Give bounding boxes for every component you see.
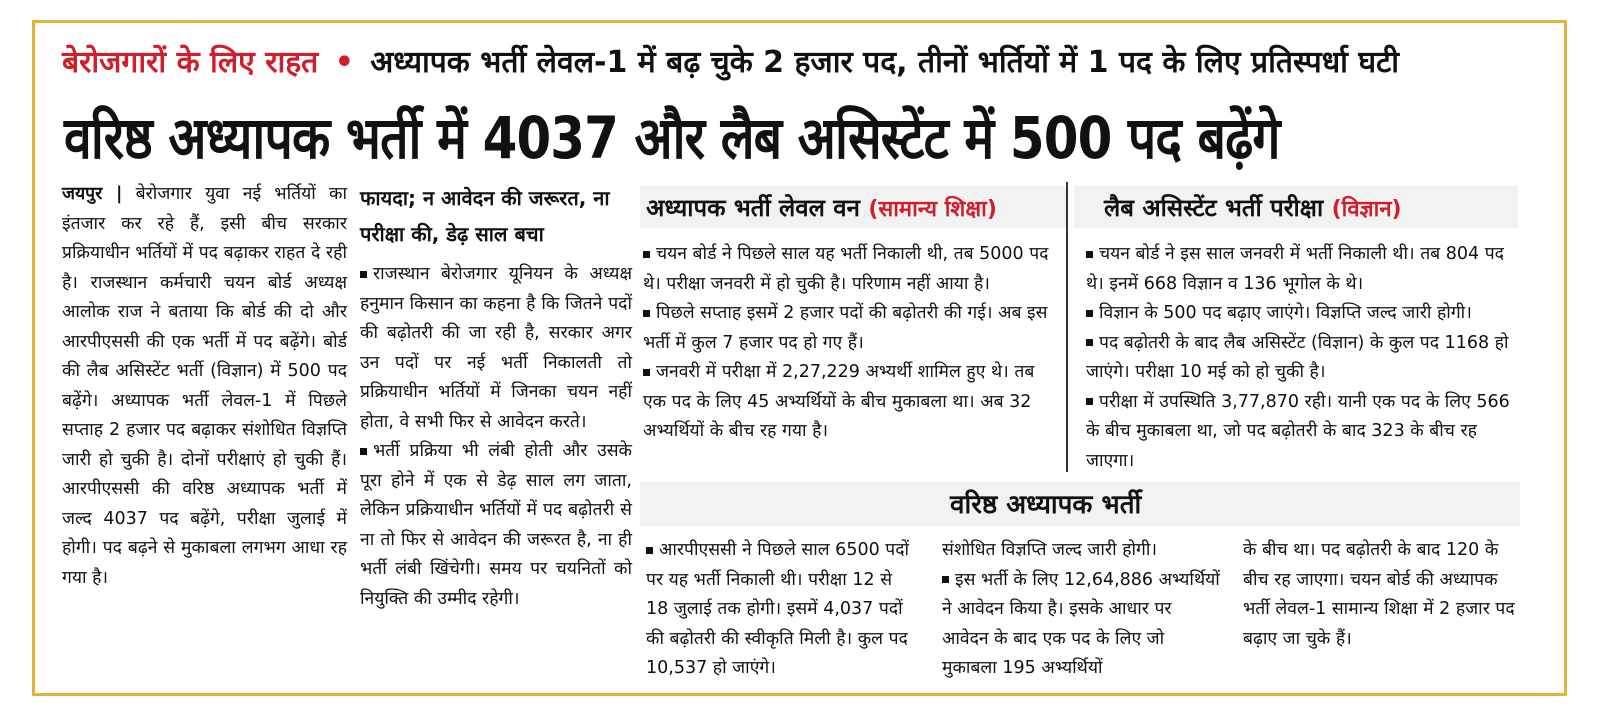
- bullet-icon: [360, 448, 367, 455]
- benefit-paragraph: [360, 437, 632, 614]
- section2-tag: (विज्ञान): [1331, 197, 1402, 222]
- kicker-label: बेरोजगारों के लिए राहत: [62, 45, 319, 80]
- bullet-icon: [1086, 339, 1093, 346]
- list-item: जनवरी में परीक्षा में 2,27,229 अभ्यर्थी शामिल हुए थे। तब एक पद के लिए 45 अभ्यर्थियों के बीच मुकाबला था। अब 32 अभ्यर्थियों के बीच रह गया है।: [643, 362, 1035, 441]
- column-senior-a: [646, 536, 916, 684]
- column-lab-assistant: [1086, 240, 1514, 476]
- list-item: पिछले सप्ताह इसमें 2 हजार पदों की बढ़ोतरी की गई। अब इस भर्ती में कुल 7 हजार पद हो गए हैं।: [643, 303, 1048, 353]
- benefit-subhead: फायदा; न आवेदन की जरूरत, ना परीक्षा की, डेढ़ साल बचा: [360, 186, 610, 246]
- section-header-senior-teacher: [640, 482, 1520, 526]
- list-item: चयन बोर्ड ने पिछले साल यह भर्ती निकाली थी, तब 5000 पद थे। परीक्षा जनवरी में हो चुकी है। परिणाम नहीं आया है।: [643, 244, 1049, 294]
- headline: वरिष्ठ अध्यापक भर्ती में 4037 और लैब असिस्टेंट में 500 पद बढ़ेंगे: [64, 104, 1280, 172]
- column-benefit: [360, 180, 632, 614]
- benefit-bullet-1: राजस्थान बेरोजगार यूनियन के अध्यक्ष हनुमान किसान का कहना है कि जितने पदों की बढ़ोतरी की जा रही है, सरकार अगर उन पदों पर नई भर्ती निकालती तो प्रक्रियाधीन भर्तियों में जिनका चयन नहीं होता, वे सभी फिर से आवेदन करते।: [360, 264, 632, 432]
- senior-text-b: इस भर्ती के लिए 12,64,886 अभ्यर्थियों ने आवेदन किया है। इसके आधार पर आवेदन के बाद एक पद के लिए जो मुकाबला 195 अभ्यर्थियों: [942, 569, 1220, 678]
- column-level-one: [643, 240, 1058, 447]
- bullet-icon: [643, 369, 650, 376]
- senior-text-c: के बीच था। पद बढ़ोतरी के बाद 120 के बीच रह जाएगा। चयन बोर्ड की अध्यापक भर्ती लेवल-1 सामान्य शिक्षा में 2 हजार पद बढ़ाए जा चुके हैं।: [1243, 540, 1515, 649]
- column-senior-c: [1243, 536, 1515, 654]
- dateline: जयपुर |: [62, 184, 123, 204]
- column-divider: [1066, 182, 1068, 472]
- section1-tag: (सामान्य शिक्षा): [868, 197, 997, 222]
- kicker: [62, 40, 1399, 81]
- bullet-icon: [1086, 398, 1093, 405]
- column-lead: [62, 180, 347, 593]
- bullet-icon: [643, 251, 650, 258]
- benefit-bullet-2: भर्ती प्रक्रिया भी लंबी होती और उसके पूरा होने में एक से डेढ़ साल लग जाता, लेकिन प्रक्रियाधीन भर्तियों में पद बढ़ोतरी से ना तो फिर से आवेदन की जरूरत है, ना ही भर्ती लंबी खिंचेगी। समय पर चयनितों को नियुक्ति की उम्मीद रहेगी।: [360, 441, 632, 609]
- list-item: परीक्षा में उपस्थिति 3,77,870 रही। यानी एक पद के लिए 566 के बीच मुकाबला था, जो पद बढ़ोतरी के बाद 323 के बीच रह जाएगा।: [1086, 391, 1510, 471]
- column-senior-b: [942, 536, 1222, 684]
- list-item: चयन बोर्ड ने इस साल जनवरी में भर्ती निकाली थी। तब 804 पद थे। इनमें 668 विज्ञान व 136 भूगोल के थे।: [1086, 244, 1504, 294]
- bullet-icon: [360, 271, 367, 278]
- list-item: विज्ञान के 500 पद बढ़ाए जाएंगे। विज्ञप्ति जल्द जारी होगी।: [1086, 299, 1514, 329]
- benefit-paragraph: [360, 260, 632, 437]
- senior-text-b-lead: संशोधित विज्ञप्ति जल्द जारी होगी।: [942, 540, 1158, 560]
- bullet-icon: [1086, 310, 1093, 317]
- bullet-icon: [1086, 251, 1093, 258]
- list-item: पद बढ़ोतरी के बाद लैब असिस्टेंट (विज्ञान) के कुल पद 1168 हो जाएंगे। परीक्षा 10 मई को हो चुकी है।: [1086, 332, 1509, 382]
- bullet-icon: [942, 576, 949, 583]
- lead-body: बेरोजगार युवा नई भर्तियों का इंतजार कर रहे हैं, इसी बीच सरकार प्रक्रियाधीन भर्तियों में पद बढ़ाकर राहत दे रही है। राजस्थान कर्मचारी चयन बोर्ड अध्यक्ष आलोक राज ने बताया कि बोर्ड की दो और आरपीएससी की एक भर्ती में पद बढ़ेंगे। बोर्ड की लैब असिस्टेंट भर्ती (विज्ञान) में 500 पद बढ़ेंगे। अध्यापक भर्ती लेवल-1 में पिछले सप्ताह 2 हजार पद बढ़ाकर संशोधित विज्ञप्ति जारी हो चुकी है। दोनों परीक्षाएं हो चुकी हैं। आरपीएससी की वरिष्ठ अध्यापक भर्ती में जल्द 4037 पद बढ़ेंगे, परीक्षा जुलाई में होगी। पद बढ़ने से मुकाबला लगभग आधा रह गया है।: [62, 184, 347, 588]
- senior-text-a: आरपीएससी ने पिछले साल 6500 पदों पर यह भर्ती निकाली थी। परीक्षा 12 से 18 जुलाई तक होगी। इसमें 4,037 पदों की बढ़ोतरी की स्वीकृति मिली है। कुल पद 10,537 हो जाएंगे।: [646, 540, 910, 678]
- bullet-icon: [643, 310, 650, 317]
- kicker-text: अध्यापक भर्ती लेवल-1 में बढ़ चुके 2 हजार पद, तीनों भर्तियों में 1 पद के लिए प्रतिस्पर्धा घटी: [370, 45, 1399, 80]
- section2-title: लैब असिस्टेंट भर्ती परीक्षा: [1104, 194, 1324, 222]
- bullet-icon: [646, 547, 653, 554]
- section1-title: अध्यापक भर्ती लेवल वन: [646, 194, 860, 222]
- section-header-level-one: [640, 186, 1066, 228]
- section-header-lab-assistant: [1074, 186, 1518, 228]
- section3-title: वरिष्ठ अध्यापक भर्ती: [950, 490, 1142, 520]
- kicker-separator: •: [334, 45, 354, 80]
